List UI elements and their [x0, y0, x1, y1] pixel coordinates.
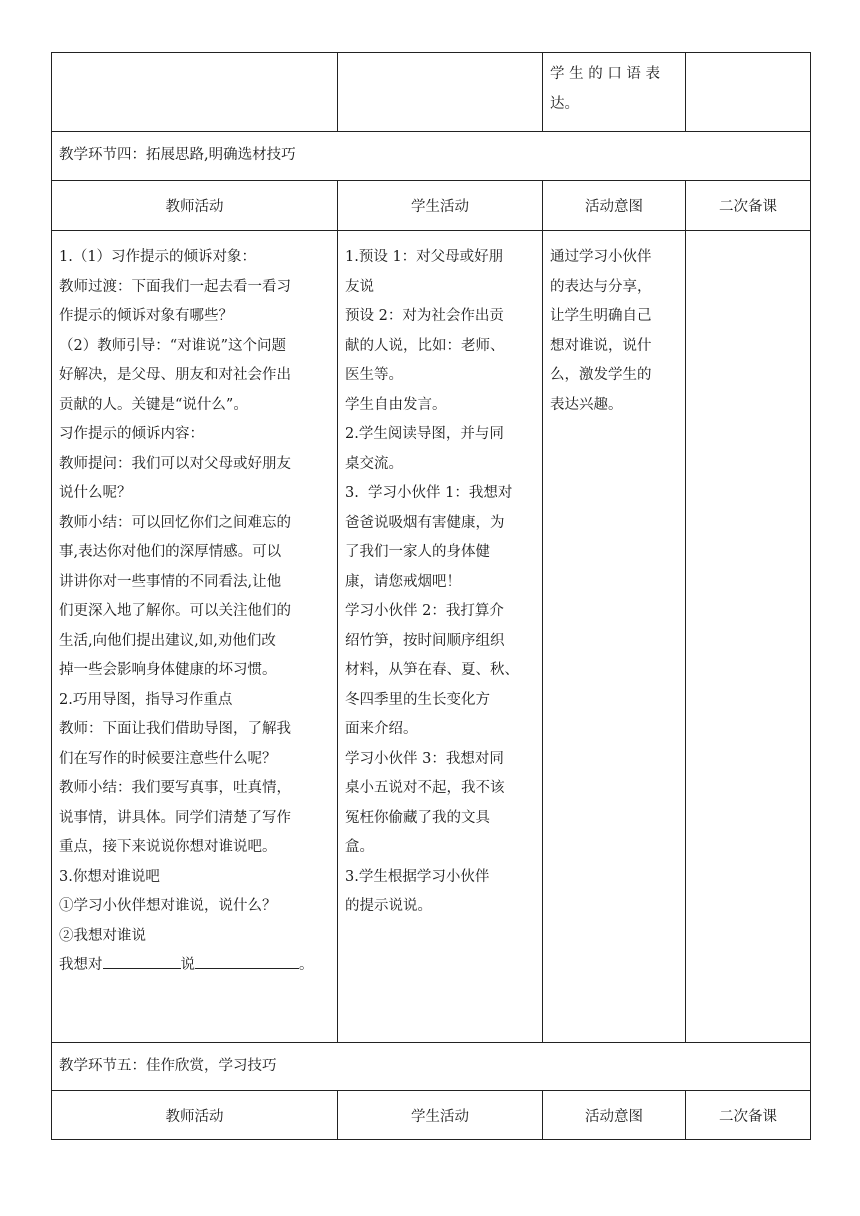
header-second-prep: 二次备课 [686, 181, 811, 231]
student-line: 友说 [345, 278, 374, 295]
intent-line: 么，激发学生的 [550, 367, 652, 383]
activity-intent-text [543, 231, 685, 420]
activity-intent-cell [543, 231, 686, 1043]
second-prep-cell [686, 231, 811, 1043]
teacher-line: 掉一些会影响身体健康的坏习惯。 [59, 662, 277, 678]
top-row [52, 53, 811, 132]
teacher-line: ②我想对谁说 [59, 927, 146, 944]
teacher-line: 教师：下面让我们借助导图，了解我 [59, 721, 291, 737]
top-intent-text [543, 53, 685, 119]
student-line: 盒。 [345, 839, 374, 855]
teacher-line: ①学习小伙伴想对谁说，说什么？ [59, 898, 277, 914]
top-student-cell [338, 53, 543, 132]
section4-content-row [52, 231, 811, 1043]
student-line: 材料，从笋在春、夏、秋、 [345, 662, 519, 678]
student-line: 爸爸说吸烟有害健康，为 [345, 514, 505, 531]
fill-suffix: 。 [299, 957, 314, 973]
s5-header-teacher-activity: 教师活动 [52, 1091, 338, 1140]
fill-blank-1 [103, 952, 181, 969]
fill-blank-2 [195, 952, 299, 969]
teacher-line: 们在写作的时候要注意些什么呢？ [59, 750, 277, 767]
header-student-activity: 学生活动 [338, 181, 543, 231]
student-line: 2.学生阅读导图，并与同 [345, 426, 504, 442]
student-line: 献的人说，比如：老师、 [345, 337, 505, 354]
teacher-line: 1.（1）习作提示的倾诉对象： [59, 249, 257, 265]
intent-line: 达。 [550, 95, 579, 112]
teacher-line: 说事情，讲具体。同学们清楚了写作 [59, 809, 291, 826]
student-line: 面来介绍。 [345, 721, 418, 737]
student-line: 学生自由发言。 [345, 396, 447, 413]
teacher-line: 说什么呢？ [59, 485, 132, 501]
section4-header-row [52, 181, 811, 231]
top-notes-cell [686, 53, 811, 132]
s5-header-activity-intent: 活动意图 [543, 1091, 686, 1140]
teacher-line: 讲讲你对一些事情的不同看法,让他 [59, 573, 282, 590]
student-line: 康，请您戒烟吧！ [345, 573, 461, 590]
section4-title-cell [52, 132, 811, 181]
teacher-line: （2）教师引导：“对谁说”这个问题 [59, 337, 287, 354]
teacher-line: 教师提问：我们可以对父母或好朋友 [59, 455, 291, 472]
header-activity-intent: 活动意图 [543, 181, 686, 231]
student-line: 桌小五说对不起，我不该 [345, 780, 505, 796]
section5-header-row [52, 1091, 811, 1140]
student-line: 绍竹笋，按时间顺序组织 [345, 632, 505, 649]
teacher-line: 教师小结：可以回忆你们之间难忘的 [59, 514, 291, 531]
teacher-line: 重点，接下来说说你想对谁说吧。 [59, 839, 277, 855]
student-line: 医生等。 [345, 367, 403, 383]
intent-line: 表达兴趣。 [550, 396, 623, 413]
student-line: 的提示说说。 [345, 898, 432, 914]
student-line: 学习小伙伴 3：我想对同 [345, 750, 504, 767]
teacher-activity-cell [52, 231, 338, 1043]
teacher-line: 习作提示的倾诉内容： [59, 426, 204, 442]
teacher-line: 教师小结：我们要写真事，吐真情， [59, 780, 291, 796]
student-line: 学习小伙伴 2：我打算介 [345, 603, 504, 619]
student-activity-cell [338, 231, 543, 1043]
student-line: 冤枉你偷藏了我的文具 [345, 809, 490, 826]
lesson-plan-table [51, 52, 811, 1140]
intent-line: 学 生 的 口 语 表 [550, 66, 661, 82]
teacher-line: 2.巧用导图，指导习作重点 [59, 691, 233, 708]
teacher-line: 好解决，是父母、朋友和对社会作出 [59, 367, 291, 383]
student-activity-text [338, 231, 542, 922]
intent-line: 的表达与分享， [550, 278, 652, 295]
student-line: 冬四季里的生长变化方 [345, 691, 490, 708]
student-line: 了我们一家人的身体健 [345, 544, 490, 560]
fill-prefix: 我想对 [59, 957, 103, 973]
section4-title-row [52, 132, 811, 181]
student-line: 预设 2：对为社会作出贡 [345, 308, 504, 324]
teacher-line: 教师过渡：下面我们一起去看一看习 [59, 278, 291, 295]
fill-in-line [52, 951, 337, 981]
teacher-line: 3.你想对谁说吧 [59, 868, 160, 885]
student-line: 3.学生根据学习小伙伴 [345, 868, 490, 885]
teacher-line: 事,表达你对他们的深厚情感。可以 [59, 544, 282, 560]
teacher-line: 贡献的人。关键是“说什么”。 [59, 396, 248, 413]
teacher-activity-text [52, 231, 337, 951]
s5-header-student-activity: 学生活动 [338, 1091, 543, 1140]
teacher-line: 作提示的倾诉对象有哪些？ [59, 308, 233, 324]
intent-line: 让学生明确自己 [550, 308, 652, 324]
fill-middle: 说 [180, 957, 195, 973]
teacher-line: 生活,向他们提出建议,如,劝他们改 [59, 632, 276, 649]
section5-title: 教学环节五：佳作欣赏，学习技巧 [59, 1058, 277, 1074]
teacher-line: 们更深入地了解你。可以关注他们的 [59, 603, 291, 619]
intent-line: 通过学习小伙伴 [550, 249, 652, 265]
student-line: 3. 学习小伙伴 1：我想对 [345, 485, 513, 501]
top-intent-cell [543, 53, 686, 132]
student-line: 1.预设 1：对父母或好朋 [345, 249, 504, 265]
intent-line: 想对谁说，说什 [550, 337, 652, 354]
section4-title: 教学环节四：拓展思路,明确选材技巧 [59, 147, 296, 163]
header-teacher-activity: 教师活动 [52, 181, 338, 231]
section5-title-cell [52, 1043, 811, 1091]
top-teacher-cell [52, 53, 338, 132]
section5-title-row [52, 1043, 811, 1091]
s5-header-second-prep: 二次备课 [686, 1091, 811, 1140]
student-line: 桌交流。 [345, 455, 403, 472]
